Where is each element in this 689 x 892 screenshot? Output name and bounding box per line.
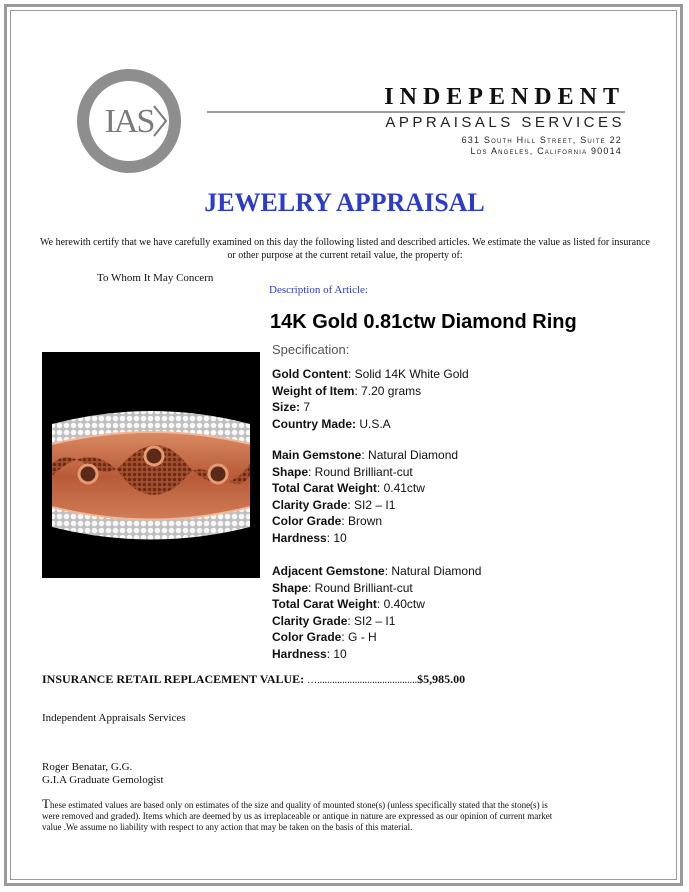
recipient: To Whom It May Concern bbox=[97, 272, 214, 284]
disclaimer-initial: T bbox=[42, 796, 50, 811]
spec-row: Clarity Grade: SI2 – I1 bbox=[272, 497, 396, 512]
spec-row: Country Made: U.S.A bbox=[272, 416, 391, 431]
specs-metal bbox=[272, 366, 469, 432]
spec-row: Shape: Round Brilliant-cut bbox=[272, 580, 413, 595]
company-signature: Independent Appraisals Services bbox=[42, 712, 186, 724]
description-label: Description of Article: bbox=[269, 284, 368, 296]
spec-row: Adjacent Gemstone: Natural Diamond bbox=[272, 564, 482, 578]
address-line-2: Los Angeles, California 90014 bbox=[470, 146, 622, 156]
insurance-label: INSURANCE RETAIL REPLACEMENT VALUE: bbox=[42, 672, 305, 686]
spec-row: Gold Content: Solid 14K White Gold bbox=[272, 367, 469, 381]
spec-row: Color Grade: G - H bbox=[272, 630, 377, 644]
insurance-value: $5,985.00 bbox=[417, 672, 466, 686]
signer-name: Roger Benatar, G.G. bbox=[42, 761, 133, 773]
certification-text: We herewith certify that we have carefully examined on this day the following listed and described articles. We estimate the value as listed for insurance or other purpose at the current retail value, the property of: bbox=[40, 237, 650, 261]
specs-main-gemstone bbox=[272, 447, 458, 546]
company-name: INDEPENDENT bbox=[384, 84, 625, 110]
spec-row: Total Carat Weight: 0.41ctw bbox=[272, 481, 425, 495]
logo-letters: IAS bbox=[104, 103, 154, 140]
insurance-dots: …........................................ bbox=[307, 675, 418, 686]
specs-adjacent-gemstone bbox=[272, 563, 481, 662]
specification-label: Specification: bbox=[272, 342, 350, 357]
signer-title: G.I.A Graduate Gemologist bbox=[42, 774, 164, 786]
ias-logo bbox=[74, 66, 184, 176]
disclaimer-text: hese estimated values are based only on estimates of the size and quality of mounted stone(s) (unless specifically stated that the stone(s) is were removed and graded). Items which are deemed by us as irreplaceable or antique in nature are expressed as our opinion of current market value .We assume no liability with respect to any action that may be taken on the basis of this material. bbox=[42, 800, 553, 832]
document-title: JEWELRY APPRAISAL bbox=[204, 188, 485, 217]
spec-row: Hardness: 10 bbox=[272, 530, 347, 545]
spec-row: Main Gemstone: Natural Diamond bbox=[272, 448, 459, 462]
logo-ring-text: Appraisal bbox=[104, 140, 154, 158]
item-title: 14K Gold 0.81ctw Diamond Ring bbox=[270, 311, 577, 333]
spec-row: Clarity Grade: SI2 – I1 bbox=[272, 613, 396, 628]
spec-row: Weight of Item: 7.20 grams bbox=[272, 383, 422, 398]
ring-photo bbox=[42, 352, 260, 578]
company-subtitle: APPRAISALS SERVICES bbox=[385, 114, 625, 131]
address-line-1: 631 South Hill Street, Suite 22 bbox=[461, 135, 622, 145]
spec-row: Shape: Round Brilliant-cut bbox=[272, 464, 413, 479]
insurance-value-line bbox=[42, 672, 465, 687]
spec-row: Size: 7 bbox=[272, 400, 311, 414]
disclaimer bbox=[42, 798, 562, 833]
spec-row: Color Grade: Brown bbox=[272, 514, 383, 528]
spec-row: Total Carat Weight: 0.40ctw bbox=[272, 597, 425, 611]
spec-row: Hardness: 10 bbox=[272, 646, 347, 661]
header-divider bbox=[207, 111, 625, 113]
